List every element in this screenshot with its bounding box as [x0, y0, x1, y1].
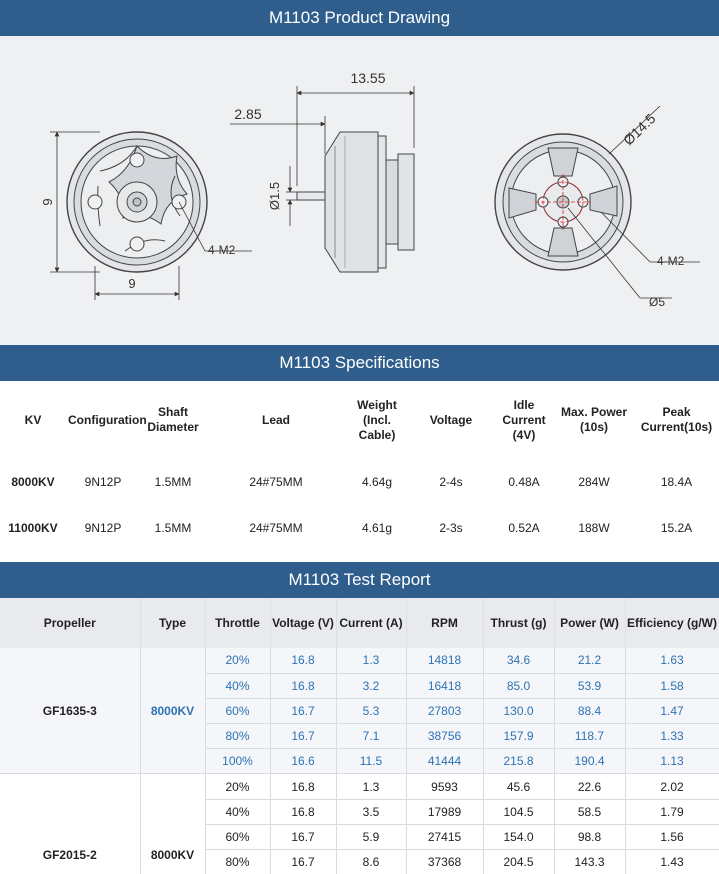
- test-cell: 100%: [205, 749, 270, 774]
- test-cell: 16.8: [270, 648, 336, 673]
- test-cell: 88.4: [554, 698, 625, 723]
- test-header-current: Current (A): [336, 598, 406, 648]
- spec-cell: 2-4s: [439, 475, 463, 489]
- spec-cell: 18.4A: [660, 475, 693, 489]
- test-cell: 27415: [406, 824, 483, 849]
- spec-header-lead: Lead: [261, 412, 290, 427]
- spec-cell: 284W: [578, 475, 610, 489]
- specs-title-banner: [0, 345, 719, 381]
- spec-header-weight: Weight (Incl. Cable): [357, 397, 397, 442]
- test-cell: 80%: [205, 724, 270, 749]
- table-row: [0, 774, 719, 799]
- test-cell: 41444: [406, 749, 483, 774]
- test-cell: 204.5: [483, 850, 554, 874]
- test-title: M1103 Test Report: [288, 570, 431, 589]
- spec-cell: 188W: [578, 521, 610, 535]
- drawing-title-banner: [0, 0, 719, 36]
- test-cell: 9593: [406, 774, 483, 799]
- spec-row: [0, 505, 719, 551]
- test-header-rpm: RPM: [406, 598, 483, 648]
- test-cell: 16.6: [270, 749, 336, 774]
- test-cell: 1.43: [625, 850, 719, 874]
- spec-header-shaft: Shaft Diameter: [147, 405, 199, 434]
- test-cell: 143.3: [554, 850, 625, 874]
- dim-center-dia: Ø5: [649, 295, 666, 309]
- test-cell: 16.8: [270, 774, 336, 799]
- dim-shaft-offset: 2.85: [234, 106, 262, 122]
- test-cell: 14818: [406, 648, 483, 673]
- spec-header-kv: KV: [24, 412, 42, 427]
- test-cell: 5.9: [336, 824, 406, 849]
- test-cell: 1.3: [336, 774, 406, 799]
- test-cell: 98.8: [554, 824, 625, 849]
- test-cell: 20%: [205, 774, 270, 799]
- spec-row: [0, 459, 719, 505]
- test-cell: 1.13: [625, 749, 719, 774]
- table-row: [0, 648, 719, 673]
- propeller-cell: GF1635-3: [0, 648, 140, 774]
- dim-height: 9: [40, 198, 55, 206]
- test-cell: 215.8: [483, 749, 554, 774]
- test-cell: 8.6: [336, 850, 406, 874]
- test-cell: 20%: [205, 648, 270, 673]
- test-cell: 1.58: [625, 673, 719, 698]
- spec-header-row: [0, 381, 719, 459]
- spec-cell: 15.2A: [660, 521, 693, 535]
- test-cell: 85.0: [483, 673, 554, 698]
- test-cell: 60%: [205, 698, 270, 723]
- test-cell: 22.6: [554, 774, 625, 799]
- test-cell: 45.6: [483, 774, 554, 799]
- spec-header-idle-current: Idle Current (4V): [502, 397, 546, 442]
- test-cell: 11.5: [336, 749, 406, 774]
- spec-cell: 1.5MM: [154, 521, 192, 535]
- specs-title: M1103 Specifications: [279, 353, 440, 372]
- type-cell: 8000KV: [140, 774, 205, 874]
- spec-cell: 8000KV: [11, 475, 55, 489]
- dim-shaft-dia: Ø1.5: [267, 181, 282, 211]
- test-cell: 190.4: [554, 749, 625, 774]
- test-header-voltage: Voltage (V): [270, 598, 336, 648]
- specifications-table: [0, 381, 719, 551]
- test-cell: 157.9: [483, 724, 554, 749]
- dim-length: 13.55: [350, 70, 386, 86]
- spec-cell: 4.64g: [361, 475, 393, 489]
- test-report-table: [0, 598, 719, 874]
- dim-mount-front: 4-M2: [208, 243, 236, 257]
- test-cell: 3.5: [336, 799, 406, 824]
- test-cell: 37368: [406, 850, 483, 874]
- spec-cell: 9N12P: [84, 475, 122, 489]
- spec-header-configuration: Configuration: [68, 412, 147, 427]
- spec-header-max-power: Max. Power (10s): [560, 405, 628, 434]
- test-cell: 2.02: [625, 774, 719, 799]
- test-cell: 58.5: [554, 799, 625, 824]
- test-cell: 118.7: [554, 724, 625, 749]
- test-cell: 1.63: [625, 648, 719, 673]
- test-cell: 1.79: [625, 799, 719, 824]
- spec-header-voltage: Voltage: [429, 412, 473, 427]
- spec-cell: 4.61g: [361, 521, 393, 535]
- test-cell: 38756: [406, 724, 483, 749]
- test-cell: 3.2: [336, 673, 406, 698]
- spec-cell: 1.5MM: [154, 475, 192, 489]
- propeller-cell: GF2015-2: [0, 774, 140, 874]
- spec-cell: 0.48A: [508, 475, 540, 489]
- test-cell: 60%: [205, 824, 270, 849]
- test-cell: 16.7: [270, 698, 336, 723]
- dim-mount-back: 4-M2: [657, 254, 685, 268]
- test-cell: 40%: [205, 799, 270, 824]
- test-header-power: Power (W): [554, 598, 625, 648]
- spec-cell: 24#75MM: [249, 475, 303, 489]
- test-header-propeller: Propeller: [0, 598, 140, 648]
- test-cell: 7.1: [336, 724, 406, 749]
- test-cell: 16.7: [270, 724, 336, 749]
- test-cell: 1.56: [625, 824, 719, 849]
- test-cell: 1.47: [625, 698, 719, 723]
- front-view: [67, 132, 207, 272]
- test-cell: 1.33: [625, 724, 719, 749]
- drawing-title: M1103 Product Drawing: [268, 8, 451, 27]
- test-header-type: Type: [140, 598, 205, 648]
- test-cell: 1.3: [336, 648, 406, 673]
- test-header-row: [0, 598, 719, 648]
- test-cell: 16.8: [270, 799, 336, 824]
- spec-cell: 2-3s: [439, 521, 463, 535]
- test-header-throttle: Throttle: [205, 598, 270, 648]
- test-cell: 34.6: [483, 648, 554, 673]
- test-cell: 16.8: [270, 673, 336, 698]
- test-cell: 16.7: [270, 824, 336, 849]
- test-cell: 154.0: [483, 824, 554, 849]
- test-cell: 16.7: [270, 850, 336, 874]
- test-cell: 80%: [205, 850, 270, 874]
- test-header-thrust: Thrust (g): [483, 598, 554, 648]
- test-cell: 104.5: [483, 799, 554, 824]
- spec-cell: 9N12P: [84, 521, 122, 535]
- spec-cell: 11000KV: [8, 521, 58, 535]
- side-view: [297, 132, 414, 272]
- spec-cell: 0.52A: [508, 521, 540, 535]
- spec-header-peak-current: Peak Current(10s): [640, 405, 713, 434]
- test-cell: 16418: [406, 673, 483, 698]
- test-cell: 53.9: [554, 673, 625, 698]
- test-cell: 17989: [406, 799, 483, 824]
- motor-drawing-svg: [0, 36, 719, 345]
- test-title-banner: [0, 562, 719, 598]
- test-cell: 27803: [406, 698, 483, 723]
- dim-outer-dia: Ø14.5: [620, 110, 659, 149]
- dim-width: 9: [128, 276, 136, 291]
- spec-cell: 24#75MM: [249, 521, 303, 535]
- test-cell: 21.2: [554, 648, 625, 673]
- product-drawing: [0, 36, 719, 345]
- test-cell: 130.0: [483, 698, 554, 723]
- test-header-efficiency: Efficiency (g/W): [625, 598, 719, 648]
- test-cell: 5.3: [336, 698, 406, 723]
- type-cell: 8000KV: [140, 648, 205, 774]
- test-cell: 40%: [205, 673, 270, 698]
